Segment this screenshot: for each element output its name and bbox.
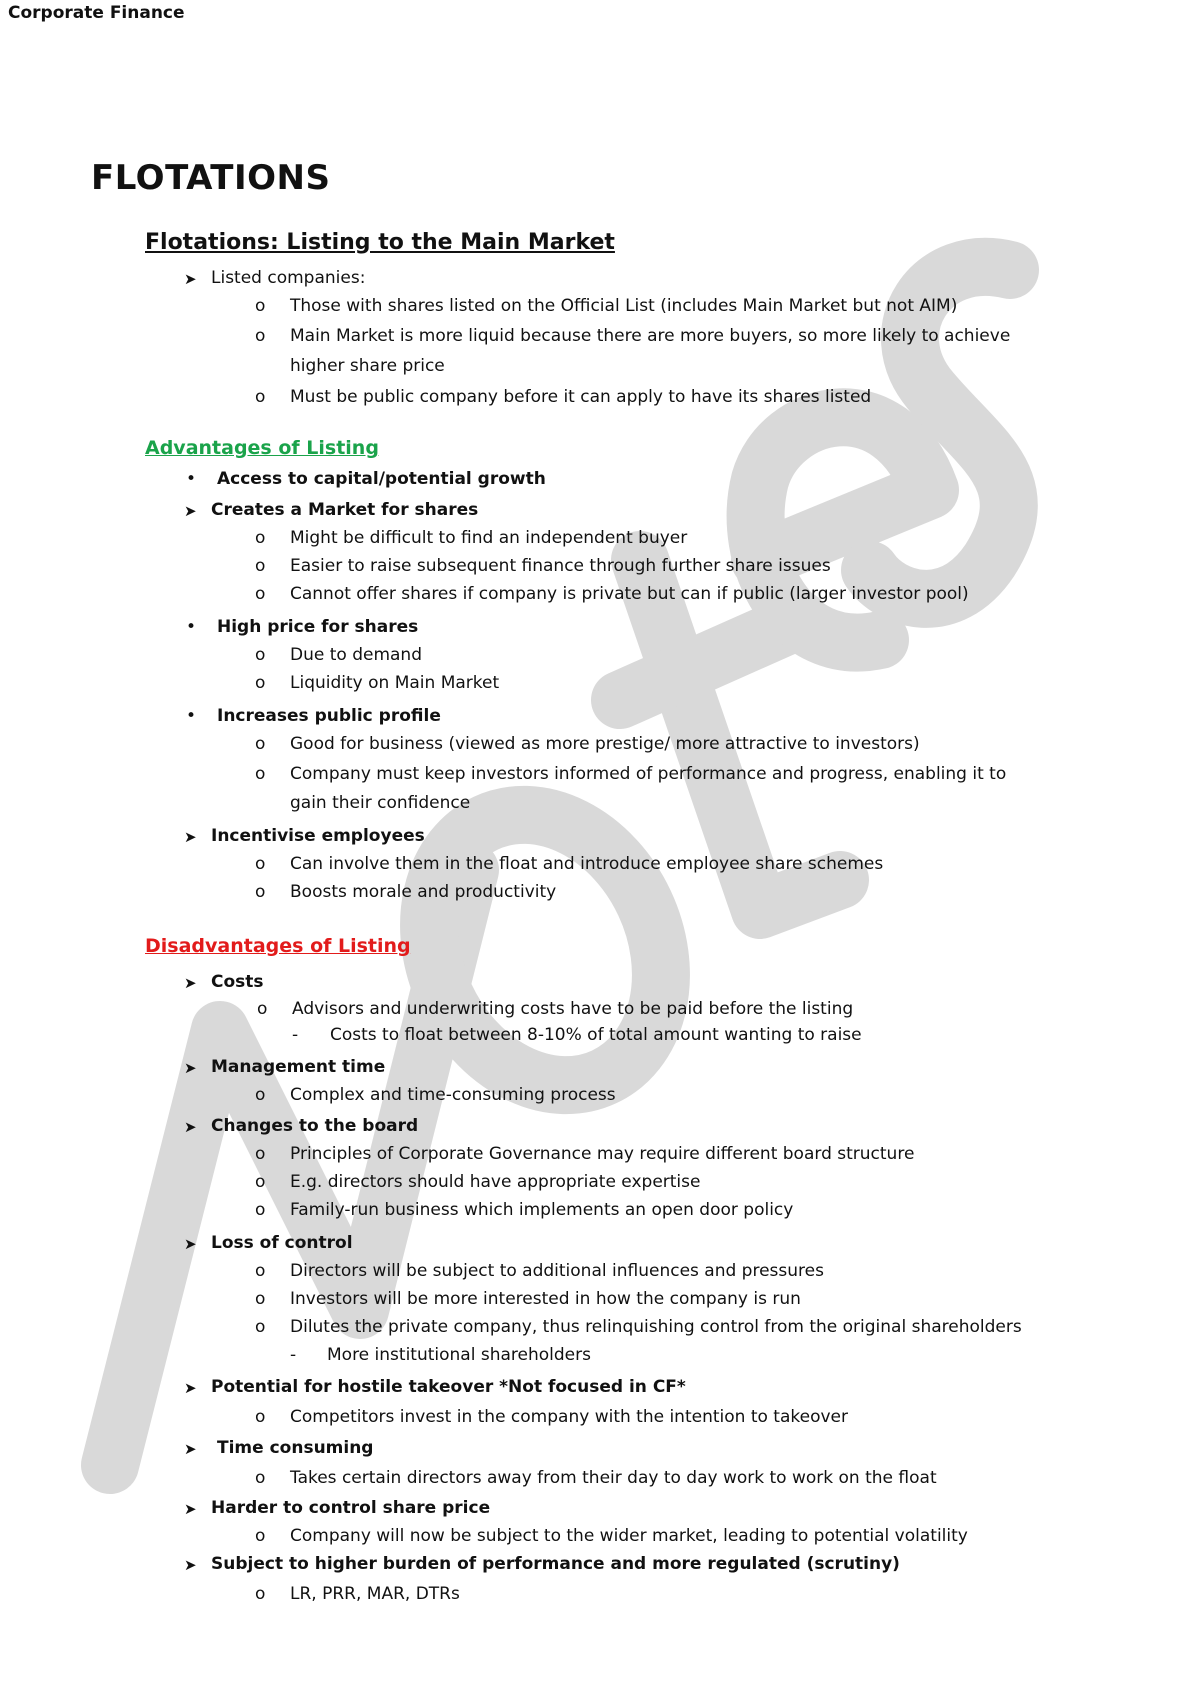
list-item: Incentivise employees — [211, 826, 425, 846]
list-item: Company will now be subject to the wider market, leading to potential volatility — [290, 1526, 968, 1546]
circle-bullet-icon: o — [255, 1407, 266, 1427]
list-item: Potential for hostile takeover *Not focused in CF* — [211, 1377, 686, 1397]
arrow-bullet-icon: ➤ — [184, 502, 197, 520]
list-item: Good for business (viewed as more prestige/ more attractive to investors) — [290, 734, 920, 754]
circle-bullet-icon: o — [255, 734, 266, 754]
list-item: Competitors invest in the company with the intention to takeover — [290, 1407, 848, 1427]
list-item: Takes certain directors away from their day to day work to work on the float — [290, 1468, 937, 1488]
arrow-bullet-icon: ➤ — [184, 270, 197, 288]
circle-bullet-icon: o — [255, 645, 266, 665]
list-item: Changes to the board — [211, 1116, 419, 1136]
list-item: Advisors and underwriting costs have to be paid before the listing — [292, 999, 854, 1019]
list-item: Liquidity on Main Market — [290, 673, 500, 693]
list-item: Dilutes the private company, thus relinquishing control from the original shareholders — [290, 1317, 1022, 1337]
arrow-bullet-icon: ➤ — [184, 1235, 197, 1253]
list-item: Costs — [211, 972, 264, 992]
arrow-bullet-icon: ➤ — [184, 1059, 197, 1077]
dot-bullet-icon: • — [186, 706, 197, 726]
circle-bullet-icon: o — [255, 882, 266, 902]
list-item: Cannot offer shares if company is private but can if public (larger investor pool) — [290, 584, 969, 604]
list-item: Time consuming — [217, 1438, 374, 1458]
list-item: Easier to raise subsequent finance through further share issues — [290, 556, 831, 576]
circle-bullet-icon: o — [255, 556, 266, 576]
arrow-bullet-icon: ➤ — [184, 828, 197, 846]
list-item: Can involve them in the float and introduce employee share schemes — [290, 854, 884, 874]
list-item: Increases public profile — [217, 706, 441, 726]
list-item: Subject to higher burden of performance and more regulated (scrutiny) — [211, 1554, 900, 1574]
circle-bullet-icon: o — [255, 528, 266, 548]
list-item: Management time — [211, 1057, 386, 1077]
circle-bullet-icon: o — [255, 673, 266, 693]
circle-bullet-icon: o — [255, 1526, 266, 1546]
list-item: Creates a Market for shares — [211, 500, 479, 520]
arrow-bullet-icon: ➤ — [184, 1440, 197, 1458]
list-item: Loss of control — [211, 1233, 353, 1253]
list-item: Harder to control share price — [211, 1498, 491, 1518]
circle-bullet-icon: o — [255, 1200, 266, 1220]
list-item: LR, PRR, MAR, DTRs — [290, 1584, 460, 1604]
list-item: Must be public company before it can apply to have its shares listed — [290, 387, 872, 407]
disadvantages-heading: Disadvantages of Listing — [145, 935, 411, 957]
dash-bullet-icon: - — [292, 1025, 299, 1045]
circle-bullet-icon: o — [255, 764, 266, 784]
list-item: Company must keep investors informed of performance and progress, enabling it to — [290, 764, 1007, 784]
dot-bullet-icon: • — [186, 617, 197, 637]
circle-bullet-icon: o — [255, 1584, 266, 1604]
arrow-bullet-icon: ➤ — [184, 1118, 197, 1136]
circle-bullet-icon: o — [255, 1289, 266, 1309]
list-item: More institutional shareholders — [327, 1345, 591, 1365]
circle-bullet-icon: o — [255, 584, 266, 604]
circle-bullet-icon: o — [255, 326, 266, 346]
dash-bullet-icon: - — [290, 1345, 297, 1365]
circle-bullet-icon: o — [255, 1144, 266, 1164]
circle-bullet-icon: o — [255, 1468, 266, 1488]
list-item: Boosts morale and productivity — [290, 882, 557, 902]
arrow-bullet-icon: ➤ — [184, 1379, 197, 1397]
dot-bullet-icon: • — [186, 469, 197, 489]
circle-bullet-icon: o — [255, 1172, 266, 1192]
list-item: Complex and time-consuming process — [290, 1085, 616, 1105]
circle-bullet-icon: o — [257, 999, 268, 1019]
arrow-bullet-icon: ➤ — [184, 974, 197, 992]
list-item: Principles of Corporate Governance may require different board structure — [290, 1144, 915, 1164]
list-item: Access to capital/potential growth — [217, 469, 546, 489]
list-item-continuation: gain their confidence — [290, 793, 471, 813]
page-title: FLOTATIONS — [91, 158, 331, 198]
list-item: E.g. directors should have appropriate expertise — [290, 1172, 701, 1192]
list-item: Listed companies: — [211, 268, 366, 288]
running-header: Corporate Finance — [8, 3, 185, 23]
circle-bullet-icon: o — [255, 1085, 266, 1105]
arrow-bullet-icon: ➤ — [184, 1556, 197, 1574]
circle-bullet-icon: o — [255, 296, 266, 316]
list-item: Investors will be more interested in how the company is run — [290, 1289, 801, 1309]
circle-bullet-icon: o — [255, 1261, 266, 1281]
circle-bullet-icon: o — [255, 387, 266, 407]
list-item: Main Market is more liquid because there are more buyers, so more likely to achieve — [290, 326, 1011, 346]
list-item: High price for shares — [217, 617, 419, 637]
arrow-bullet-icon: ➤ — [184, 1500, 197, 1518]
list-item: Directors will be subject to additional influences and pressures — [290, 1261, 824, 1281]
section-subtitle: Flotations: Listing to the Main Market — [145, 230, 615, 255]
list-item-continuation: higher share price — [290, 356, 445, 376]
circle-bullet-icon: o — [255, 1317, 266, 1337]
advantages-heading: Advantages of Listing — [145, 437, 379, 459]
list-item: Costs to float between 8-10% of total amount wanting to raise — [330, 1025, 862, 1045]
circle-bullet-icon: o — [255, 854, 266, 874]
list-item: Might be difficult to find an independent buyer — [290, 528, 688, 548]
list-item: Due to demand — [290, 645, 422, 665]
list-item: Family-run business which implements an open door policy — [290, 1200, 794, 1220]
list-item: Those with shares listed on the Official List (includes Main Market but not AIM) — [290, 296, 958, 316]
